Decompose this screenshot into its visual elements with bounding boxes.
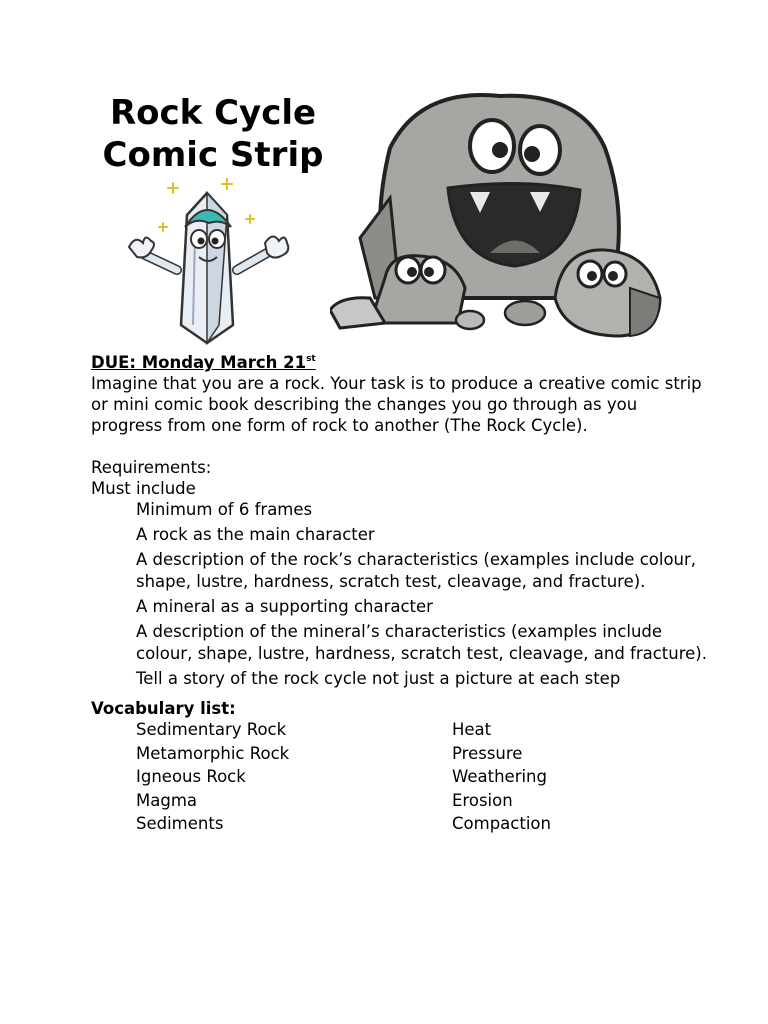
requirement-item: A mineral as a supporting character <box>136 597 433 616</box>
rock-characters-illustration <box>330 88 690 350</box>
vocab-term: Pressure <box>452 743 523 763</box>
vocab-term: Erosion <box>452 790 513 810</box>
requirement-item: Tell a story of the rock cycle not just a picture at each step <box>136 669 621 688</box>
title-line-2: Comic Strip <box>102 135 324 175</box>
requirement-item: A rock as the main character <box>136 525 375 544</box>
requirements-label: Requirements: <box>91 458 212 477</box>
due-date-suffix: st <box>306 354 316 364</box>
vocab-row <box>136 743 551 767</box>
vocabulary-title: Vocabulary list: <box>91 699 236 718</box>
requirement-item: A description of the rock’s characteristics (examples include colour, shape, lustre, hardness, scratch test, cleavage, and fracture). <box>136 550 697 591</box>
assignment-body <box>91 352 711 837</box>
title-line-1: Rock Cycle <box>109 93 317 133</box>
vocabulary-table <box>136 719 551 837</box>
vocab-term: Metamorphic Rock <box>136 743 290 763</box>
due-date: DUE: Monday March 21st <box>91 353 316 372</box>
requirements-list <box>136 499 711 690</box>
vocab-row <box>136 719 551 743</box>
document-title <box>78 92 348 176</box>
intro-paragraph: Imagine that you are a rock. Your task is to produce a creative comic strip or mini comic book describing the changes you go through as you progress from one form of rock to another (The Rock Cycle). <box>91 374 702 435</box>
requirement-item: A description of the mineral’s characteristics (examples include colour, shape, lustre, hardness, scratch test, cleavage, and fracture). <box>136 622 707 663</box>
vocab-term: Sedimentary Rock <box>136 720 287 739</box>
crystal-mineral-illustration <box>115 175 305 350</box>
vocab-term: Igneous Rock <box>136 767 246 786</box>
requirement-item: Minimum of 6 frames <box>136 500 313 519</box>
vocab-row <box>136 766 551 790</box>
must-include-label: Must include <box>91 479 196 498</box>
vocab-term: Sediments <box>136 814 224 833</box>
vocab-row <box>136 813 551 837</box>
vocab-row <box>136 790 551 814</box>
vocab-term: Heat <box>452 720 492 739</box>
vocab-term: Compaction <box>452 814 551 833</box>
vocab-term: Weathering <box>452 767 547 786</box>
vocab-term: Magma <box>136 790 198 810</box>
